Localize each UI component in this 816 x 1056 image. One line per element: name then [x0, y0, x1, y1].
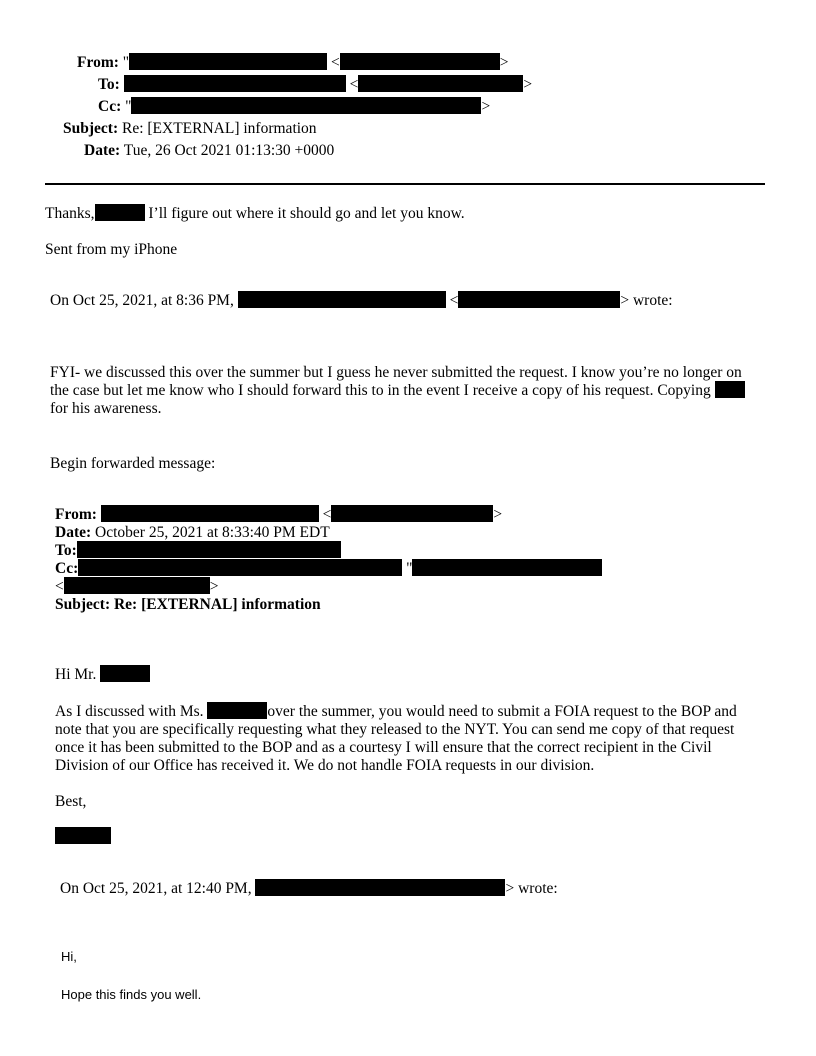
quote1-body-line2: the case but let me know who I should forward this to in the event I receive a copy of his request. Copying: [50, 382, 711, 399]
message-signature-row: [55, 827, 111, 846]
quote2-wrote: > wrote:: [505, 880, 558, 897]
redacted-block: [100, 665, 150, 682]
redacted-block: [95, 204, 145, 221]
angle-open: <: [349, 76, 359, 93]
header-to-row: [98, 75, 532, 94]
reply-thanks-rest: I’ll figure out where it should go and let you know.: [144, 205, 465, 222]
angle-close: >: [523, 76, 533, 93]
message-greeting: Hi Mr.: [55, 666, 97, 683]
fwd-date-value: October 25, 2021 at 8:33:40 PM EDT: [91, 524, 330, 541]
quote1-body-line3: for his awareness.: [50, 400, 162, 417]
redacted-block: [78, 559, 402, 576]
reply-thanks: [45, 204, 465, 223]
reply-thanks-prefix: Thanks,: [45, 205, 95, 222]
quote2-on-prefix: On Oct 25, 2021, at 12:40 PM,: [60, 880, 252, 897]
redacted-block: [101, 505, 319, 522]
quote2-hope: Hope this finds you well.: [61, 987, 202, 1002]
redacted-block: [458, 291, 620, 308]
quote2-attribution: [60, 879, 558, 898]
header-date-label: Date:: [84, 142, 121, 159]
fwd-cc-row: [55, 559, 602, 578]
header-from-row: [77, 53, 508, 72]
header-cc-label: Cc:: [98, 98, 122, 115]
quote2-hi: Hi,: [61, 949, 77, 964]
angle-open: <: [449, 292, 459, 309]
quote-mark: ": [406, 560, 413, 577]
fwd-from-label: From:: [55, 506, 97, 523]
fwd-cc-row-2: [55, 577, 219, 596]
redacted-block: [77, 541, 341, 558]
quote1-on-prefix: On Oct 25, 2021, at 8:36 PM,: [50, 292, 234, 309]
message-p1-line1-row: [55, 702, 737, 721]
fwd-cc-label: Cc:: [55, 560, 79, 577]
quote-mark: ": [122, 54, 130, 71]
quote-mark: ": [125, 98, 132, 115]
angle-close: >: [481, 98, 491, 115]
redacted-block: [412, 559, 602, 576]
header-subject-value: Re: [EXTERNAL] information: [121, 120, 317, 137]
header-date-row: [84, 141, 334, 160]
begin-forwarded: Begin forwarded message:: [50, 455, 216, 472]
redacted-block: [64, 577, 210, 594]
angle-open: <: [322, 506, 332, 523]
angle-open: <: [55, 578, 64, 595]
reply-signature: Sent from my iPhone: [45, 241, 178, 258]
fwd-subject-label: Subject:: [55, 596, 111, 613]
quote1-body-line1: FYI- we discussed this over the summer but I guess he never submitted the request. I know you’re no longer on: [50, 364, 742, 381]
fwd-subject-value: Re: [EXTERNAL] information: [110, 596, 321, 613]
fwd-subject-row: [55, 595, 321, 614]
header-date-value: Tue, 26 Oct 2021 01:13:30 +0000: [123, 142, 335, 159]
message-closing: Best,: [55, 793, 87, 810]
header-divider: [45, 183, 765, 185]
header-subject-row: [63, 119, 317, 138]
quote1-wrote: > wrote:: [620, 292, 673, 309]
message-p1-line2: note that you are specifically requesting what they released to the NYT. You can send me copy of that request: [55, 721, 735, 738]
fwd-date-row: [55, 523, 330, 542]
angle-close: >: [499, 54, 509, 71]
message-p1-line1-b: over the summer, you would need to submit a FOIA request to the BOP and: [267, 703, 737, 720]
redacted-block: [340, 53, 500, 70]
fwd-date-label: Date:: [55, 524, 92, 541]
header-from-label: From:: [77, 54, 119, 71]
redacted-block: [238, 291, 446, 308]
message-p1-line4: Division of our Office has received it. We do not handle FOIA requests in our division.: [55, 757, 595, 774]
header-to-label: To:: [98, 76, 120, 93]
redacted-block: [358, 75, 523, 92]
angle-close: >: [209, 578, 219, 595]
redacted-block: [55, 827, 111, 844]
message-p1-line1-a: As I discussed with Ms.: [55, 703, 204, 720]
quote1-body-line2-row: [50, 381, 745, 400]
redacted-block: [207, 702, 267, 719]
redacted-block: [129, 53, 327, 70]
message-greeting-row: [55, 665, 150, 684]
quote1-attribution: [50, 291, 673, 310]
fwd-to-row: [55, 541, 341, 560]
angle-open: <: [330, 54, 340, 71]
header-cc-row: [98, 97, 490, 116]
redacted-block: [255, 879, 505, 896]
redacted-block: [331, 505, 493, 522]
angle-close: >: [493, 506, 503, 523]
redacted-block: [715, 381, 745, 398]
header-subject-label: Subject:: [63, 120, 119, 137]
redacted-block: [124, 75, 346, 92]
fwd-from-row: [55, 505, 502, 524]
fwd-to-label: To:: [55, 542, 77, 559]
message-p1-line3: once it has been submitted to the BOP and as a courtesy I will ensure that the correct recipient in the Civil: [55, 739, 712, 756]
redacted-block: [131, 97, 481, 114]
